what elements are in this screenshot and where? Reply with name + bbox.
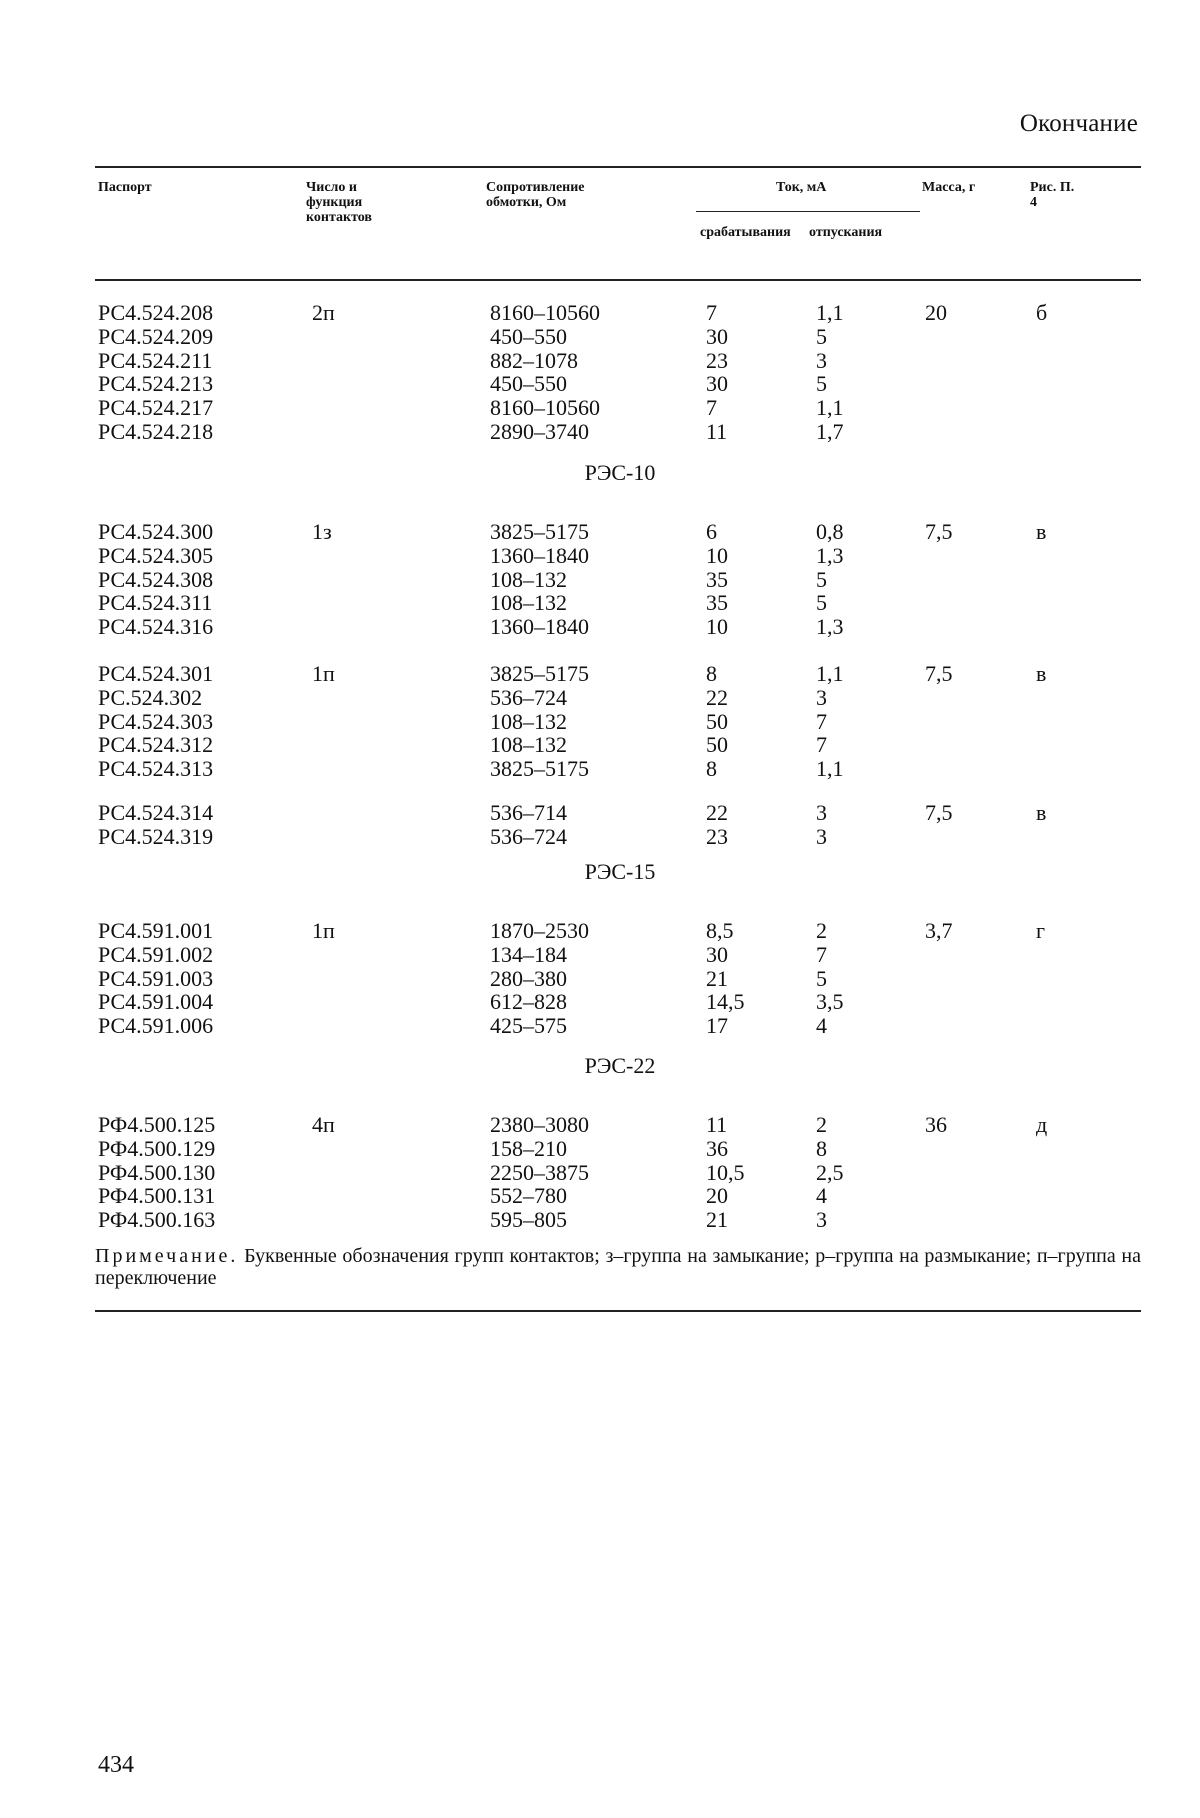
table-row xyxy=(0,1208,1200,1232)
cell-passport: РС4.524.316 xyxy=(98,614,214,640)
cell-release-current: 1,1 xyxy=(816,756,844,782)
table-row xyxy=(0,1184,1200,1208)
cell-release-current: 3 xyxy=(816,823,827,849)
group-title: РЭС-22 xyxy=(584,1053,656,1078)
cell-release-current: 3 xyxy=(816,800,827,825)
cell-operate-current: 30 xyxy=(706,371,728,397)
cell-operate-current: 30 xyxy=(706,941,728,967)
cell-release-current: 0,8 xyxy=(816,519,844,544)
cell-resistance: 536–714 xyxy=(490,800,567,825)
cell-release-current: 2 xyxy=(816,918,827,943)
cell-resistance: 450–550 xyxy=(490,371,567,397)
cell-resistance: 450–550 xyxy=(490,323,567,349)
cell-resistance: 612–828 xyxy=(490,989,567,1015)
header-current-subrule xyxy=(696,211,920,212)
cell-passport: РС4.524.308 xyxy=(98,566,214,592)
cell-resistance: 595–805 xyxy=(490,1207,567,1233)
cell-resistance: 882–1078 xyxy=(490,347,578,373)
table-row xyxy=(0,757,1200,781)
cell-operate-current: 22 xyxy=(706,684,728,710)
cell-operate-current: 7 xyxy=(706,395,717,421)
cell-passport: РС4.524.303 xyxy=(98,708,214,734)
cell-resistance: 3825–5175 xyxy=(490,756,589,782)
cell-operate-current: 8 xyxy=(706,661,717,686)
cell-operate-current: 17 xyxy=(706,1013,728,1039)
cell-release-current: 3 xyxy=(816,347,827,373)
header-passport: Паспорт xyxy=(98,180,152,195)
table-row xyxy=(0,662,1200,686)
cell-operate-current: 11 xyxy=(706,1112,728,1137)
cell-passport: РС4.524.301 xyxy=(98,661,214,686)
table-row xyxy=(0,825,1200,849)
cell-passport: РС4.524.208 xyxy=(98,300,214,325)
table-row xyxy=(0,325,1200,349)
cell-figure: в xyxy=(1036,800,1047,825)
cell-passport: РС4.591.003 xyxy=(98,965,214,991)
cell-release-current: 8 xyxy=(816,1135,827,1161)
cell-mass: 3,7 xyxy=(925,918,953,943)
cell-passport: РС4.524.300 xyxy=(98,519,214,544)
cell-operate-current: 20 xyxy=(706,1183,728,1209)
cell-resistance: 552–780 xyxy=(490,1183,567,1209)
cell-release-current: 5 xyxy=(816,566,827,592)
cell-passport: РС.524.302 xyxy=(98,684,203,710)
table-row xyxy=(0,801,1200,825)
cell-figure: д xyxy=(1036,1112,1048,1137)
cell-passport: РС4.524.218 xyxy=(98,419,214,444)
cell-operate-current: 35 xyxy=(706,566,728,592)
table-row xyxy=(0,301,1200,325)
cell-passport: РС4.524.313 xyxy=(98,756,214,782)
note-text: Буквенные обозначения групп контактов; з–группа на замыкание; р–группа на размыкание; п–группа на переключение xyxy=(95,1245,1142,1289)
cell-passport: РФ4.500.129 xyxy=(98,1135,216,1161)
cell-passport: РС4.524.209 xyxy=(98,323,214,349)
header-figure: Рис. П. 4 xyxy=(1030,180,1075,210)
cell-resistance: 134–184 xyxy=(490,941,567,967)
cell-release-current: 5 xyxy=(816,590,827,616)
cell-release-current: 1,1 xyxy=(816,661,844,686)
cell-operate-current: 6 xyxy=(706,519,717,544)
cell-mass: 20 xyxy=(925,300,947,325)
table-row xyxy=(0,1113,1200,1137)
table-row xyxy=(0,372,1200,396)
cell-resistance: 108–132 xyxy=(490,566,567,592)
cell-passport: РС4.524.311 xyxy=(98,590,213,616)
cell-operate-current: 10,5 xyxy=(706,1159,745,1185)
table-row xyxy=(0,733,1200,757)
cell-passport: РС4.591.004 xyxy=(98,989,214,1015)
cell-passport: РС4.524.213 xyxy=(98,371,214,397)
cell-resistance: 536–724 xyxy=(490,823,567,849)
table-top-rule xyxy=(95,166,1141,168)
cell-resistance: 108–132 xyxy=(490,708,567,734)
cell-figure: б xyxy=(1036,300,1048,325)
cell-resistance: 3825–5175 xyxy=(490,661,589,686)
cell-passport: РФ4.500.163 xyxy=(98,1207,216,1233)
cell-mass: 7,5 xyxy=(925,519,953,544)
table-row xyxy=(0,420,1200,444)
cell-passport: РС4.524.312 xyxy=(98,732,214,758)
cell-operate-current: 22 xyxy=(706,800,728,825)
cell-passport: РС4.591.006 xyxy=(98,1013,214,1039)
table-row xyxy=(0,349,1200,373)
cell-resistance: 2890–3740 xyxy=(490,419,589,444)
cell-release-current: 3 xyxy=(816,1207,827,1233)
cell-passport: РФ4.500.130 xyxy=(98,1159,216,1185)
cell-contacts: 1п xyxy=(312,661,335,686)
cell-release-current: 1,3 xyxy=(816,614,844,640)
cell-operate-current: 8 xyxy=(706,756,717,782)
cell-passport: РС4.524.217 xyxy=(98,395,214,421)
cell-resistance: 1360–1840 xyxy=(490,542,589,568)
table-row xyxy=(0,520,1200,544)
cell-operate-current: 21 xyxy=(706,965,728,991)
table-row xyxy=(0,615,1200,639)
group-title: РЭС-10 xyxy=(584,460,656,485)
cell-operate-current: 35 xyxy=(706,590,728,616)
cell-resistance: 1360–1840 xyxy=(490,614,589,640)
cell-operate-current: 7 xyxy=(706,300,717,325)
cell-resistance: 280–380 xyxy=(490,965,567,991)
cell-resistance: 2250–3875 xyxy=(490,1159,589,1185)
cell-release-current: 1,3 xyxy=(816,542,844,568)
cell-release-current: 5 xyxy=(816,371,827,397)
cell-release-current: 7 xyxy=(816,708,827,734)
table-note xyxy=(95,1245,1141,1289)
cell-operate-current: 10 xyxy=(706,542,728,568)
page-number: 434 xyxy=(98,1752,134,1778)
cell-release-current: 4 xyxy=(816,1183,827,1209)
cell-figure: в xyxy=(1036,661,1047,686)
table-row xyxy=(0,990,1200,1014)
cell-operate-current: 14,5 xyxy=(706,989,745,1015)
table-bottom-rule xyxy=(95,1310,1141,1312)
cell-release-current: 7 xyxy=(816,732,827,758)
cell-release-current: 2,5 xyxy=(816,1159,844,1185)
cell-mass: 7,5 xyxy=(925,800,953,825)
cell-release-current: 3,5 xyxy=(816,989,844,1015)
cell-release-current: 4 xyxy=(816,1013,827,1039)
cell-passport: РФ4.500.131 xyxy=(98,1183,216,1209)
note-label: Примечание. xyxy=(95,1245,239,1267)
table-row xyxy=(0,1137,1200,1161)
table-row xyxy=(0,943,1200,967)
header-resistance: Сопротивление обмотки, Ом xyxy=(486,180,585,210)
cell-resistance: 3825–5175 xyxy=(490,519,589,544)
cell-release-current: 1,1 xyxy=(816,300,844,325)
table-row xyxy=(0,919,1200,943)
cell-operate-current: 50 xyxy=(706,708,728,734)
cell-release-current: 1,7 xyxy=(816,419,844,444)
cell-resistance: 158–210 xyxy=(490,1135,567,1161)
cell-resistance: 536–724 xyxy=(490,684,567,710)
table-row xyxy=(0,686,1200,710)
cell-operate-current: 8,5 xyxy=(706,918,734,943)
table-row xyxy=(0,544,1200,568)
header-current: Ток, мА xyxy=(776,180,827,195)
cell-operate-current: 11 xyxy=(706,419,728,444)
group-title: РЭС-15 xyxy=(584,859,656,884)
cell-passport: РС4.591.002 xyxy=(98,941,214,967)
table-row xyxy=(0,710,1200,734)
cell-contacts: 2п xyxy=(312,300,335,325)
cell-passport: РС4.524.314 xyxy=(98,800,214,825)
header-bottom-rule xyxy=(95,279,1141,281)
cell-release-current: 5 xyxy=(816,965,827,991)
cell-operate-current: 23 xyxy=(706,347,728,373)
cell-operate-current: 50 xyxy=(706,732,728,758)
cell-operate-current: 21 xyxy=(706,1207,728,1233)
header-mass: Масса, г xyxy=(922,180,976,195)
cell-mass: 7,5 xyxy=(925,661,953,686)
header-contacts: Число и функция контактов xyxy=(306,180,372,225)
table-row xyxy=(0,568,1200,592)
cell-release-current: 1,1 xyxy=(816,395,844,421)
cell-resistance: 108–132 xyxy=(490,732,567,758)
header-release: отпускания xyxy=(809,225,883,240)
cell-resistance: 1870–2530 xyxy=(490,918,589,943)
cell-release-current: 3 xyxy=(816,684,827,710)
cell-passport: РС4.591.001 xyxy=(98,918,214,943)
cell-resistance: 8160–10560 xyxy=(490,395,600,421)
cell-release-current: 5 xyxy=(816,323,827,349)
cell-passport: РС4.524.319 xyxy=(98,823,214,849)
cell-resistance: 108–132 xyxy=(490,590,567,616)
cell-operate-current: 23 xyxy=(706,823,728,849)
cell-passport: РС4.524.305 xyxy=(98,542,214,568)
table-row xyxy=(0,967,1200,991)
cell-contacts: 1п xyxy=(312,918,335,943)
table-row xyxy=(0,591,1200,615)
header-operate: срабатывания xyxy=(700,225,791,240)
cell-resistance: 2380–3080 xyxy=(490,1112,589,1137)
table-row xyxy=(0,1161,1200,1185)
cell-release-current: 2 xyxy=(816,1112,827,1137)
cell-passport: РФ4.500.125 xyxy=(98,1112,216,1137)
cell-operate-current: 36 xyxy=(706,1135,728,1161)
cell-operate-current: 10 xyxy=(706,614,728,640)
table-row xyxy=(0,1014,1200,1038)
cell-passport: РС4.524.211 xyxy=(98,347,213,373)
cell-resistance: 425–575 xyxy=(490,1013,567,1039)
table-caption: Окончание xyxy=(1019,110,1138,137)
cell-mass: 36 xyxy=(925,1112,947,1137)
cell-contacts: 4п xyxy=(312,1112,335,1137)
cell-figure: в xyxy=(1036,519,1047,544)
cell-operate-current: 30 xyxy=(706,323,728,349)
cell-figure: г xyxy=(1036,918,1046,943)
cell-resistance: 8160–10560 xyxy=(490,300,600,325)
cell-release-current: 7 xyxy=(816,941,827,967)
table-row xyxy=(0,396,1200,420)
cell-contacts: 1з xyxy=(312,519,332,544)
